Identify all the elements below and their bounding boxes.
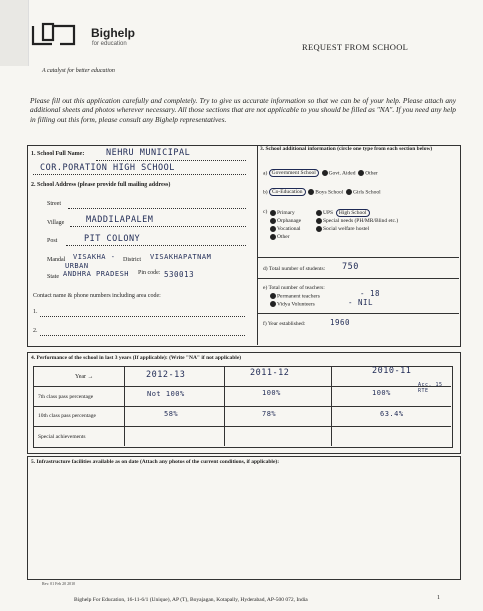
permanent-label: Permanent teachers	[270, 293, 320, 299]
page-number: 1	[437, 595, 440, 601]
tagline: A catalyst for better education	[42, 68, 115, 74]
infrastructure-section	[27, 456, 461, 580]
year-2010-11[interactable]: 2010-11	[372, 366, 412, 376]
contact-1: 1.	[33, 309, 38, 315]
paper-punch-mark	[0, 0, 29, 66]
established-label: f) Year established:	[263, 321, 306, 327]
school-name-label: 1. School Full Name:	[31, 151, 85, 157]
teachers-label: e) Total number of teachers:	[263, 285, 325, 291]
row-special-label: Special achievements	[38, 434, 86, 440]
option-high-school[interactable]: High School	[336, 209, 370, 217]
row-10th-2012[interactable]: 58%	[164, 410, 179, 418]
street-label: Street	[47, 201, 61, 207]
pincode-value[interactable]: 530013	[164, 270, 195, 279]
village-label: Village	[47, 220, 65, 226]
bighelp-logo-icon	[30, 22, 80, 46]
vidya-value[interactable]: - NIL	[348, 298, 374, 307]
year-label: Year →	[75, 374, 94, 380]
post-label: Post	[47, 238, 58, 244]
section5-label: 5. Infrastructure facilities available as on date (Attach any photos of the current conditions, if applicable):	[31, 459, 280, 465]
intro-paragraph: Please fill out this application carefully and completely. Try to give us accurate information so that we can be of your help. Please attach any additional sheets and photos wherever necessary. All those sections that are not applicable to you should be filled as "NA". If you need any help in filling out this form, please consult any Bighelp representatives.	[30, 96, 456, 124]
village-value[interactable]: MADDILAPALEM	[86, 215, 154, 225]
row-a: a) Government School Govt. Aided Other	[263, 170, 378, 177]
option-vocational[interactable]: Vocational	[277, 226, 301, 232]
option-girls-school[interactable]: Girls School	[353, 189, 381, 196]
section4-label: 4. Performance of the school in last 3 years (If applicable): (Write "NA" if not applicable)	[31, 355, 242, 361]
row-c-col1	[270, 209, 301, 241]
state-label: State	[47, 274, 59, 280]
option-special-needs[interactable]: Special needs (PH/MR/Blind etc.)	[323, 218, 399, 224]
option-government-school[interactable]: Government School	[269, 169, 319, 177]
pincode-label: Pin code:	[138, 270, 161, 276]
row-10th-2011[interactable]: 78%	[262, 410, 277, 418]
side-note: Acc. 15 RTE	[418, 382, 443, 394]
option-other-a[interactable]: Other	[365, 170, 378, 177]
section3-label: 3. School additional information (circle one type from each section below)	[260, 146, 433, 152]
option-co-education[interactable]: Co-Education	[269, 188, 306, 196]
district-label: District	[123, 257, 141, 263]
district-value[interactable]: VISAKHAPATNAM	[150, 253, 212, 261]
state-value[interactable]: ANDHRA PRADESH	[63, 270, 130, 278]
row-c-col2	[316, 209, 398, 233]
option-govt-aided[interactable]: Govt. Aided	[328, 170, 356, 177]
option-orphanage[interactable]: Orphanage	[277, 218, 302, 224]
logo	[30, 22, 80, 51]
row-7th-2011[interactable]: 100%	[262, 389, 281, 397]
revision: Rev. 01 Feb 20 2010	[42, 581, 76, 586]
brand-name: Bighelp	[91, 26, 135, 40]
contact-label: Contact name & phone numbers including area code:	[33, 293, 161, 299]
option-primary[interactable]: Primary	[277, 210, 295, 216]
row-c-prefix: c)	[263, 209, 268, 215]
row-b: b) Co-Education Boys School Girls School	[263, 189, 381, 196]
year-2012-13[interactable]: 2012-13	[146, 370, 186, 380]
form-title: REQUEST FROM SCHOOL	[302, 42, 409, 52]
footer-address: Bighelp For Education, 16-11-6/1 (Unique), AP (T), Boyajagan, Kotapally, Hyderabad, AP-500 072, India	[74, 597, 308, 603]
contact-2: 2.	[33, 328, 38, 334]
option-other-c[interactable]: Other	[277, 234, 290, 240]
brand-sub: for education	[92, 41, 127, 47]
school-name-value-1[interactable]: NEHRU MUNICIPAL	[106, 148, 191, 158]
address-label: 2. School Address (please provide full mailing address)	[31, 182, 171, 188]
established-value[interactable]: 1960	[330, 318, 351, 327]
row-7th-label: 7th class pass percentage	[38, 394, 94, 400]
students-value[interactable]: 750	[342, 262, 359, 272]
option-social-welfare[interactable]: Social welfare hostel	[323, 226, 370, 232]
row-7th-2012[interactable]: Not 100%	[147, 390, 185, 398]
post-value[interactable]: PIT COLONY	[84, 234, 141, 244]
row-7th-2010[interactable]: 100%	[372, 389, 391, 397]
option-ups[interactable]: UPS	[323, 210, 334, 216]
school-name-value-2[interactable]: COR.PORATION HIGH SCHOOL	[40, 163, 175, 173]
year-2011-12[interactable]: 2011-12	[250, 368, 290, 378]
vidya-label: Vidya Volunteers	[270, 301, 315, 307]
students-label: d) Total number of students:	[263, 266, 326, 272]
mandal-value[interactable]: VISAKHA -	[73, 253, 116, 261]
row-10th-2010[interactable]: 63.4%	[380, 410, 404, 418]
mandal-label: Mandal	[47, 257, 66, 263]
permanent-value[interactable]: - 18	[360, 289, 381, 298]
urban-value[interactable]: URBAN	[65, 262, 89, 270]
row-10th-label: 10th class pass percentage	[38, 413, 96, 419]
option-boys-school[interactable]: Boys School	[315, 189, 344, 196]
